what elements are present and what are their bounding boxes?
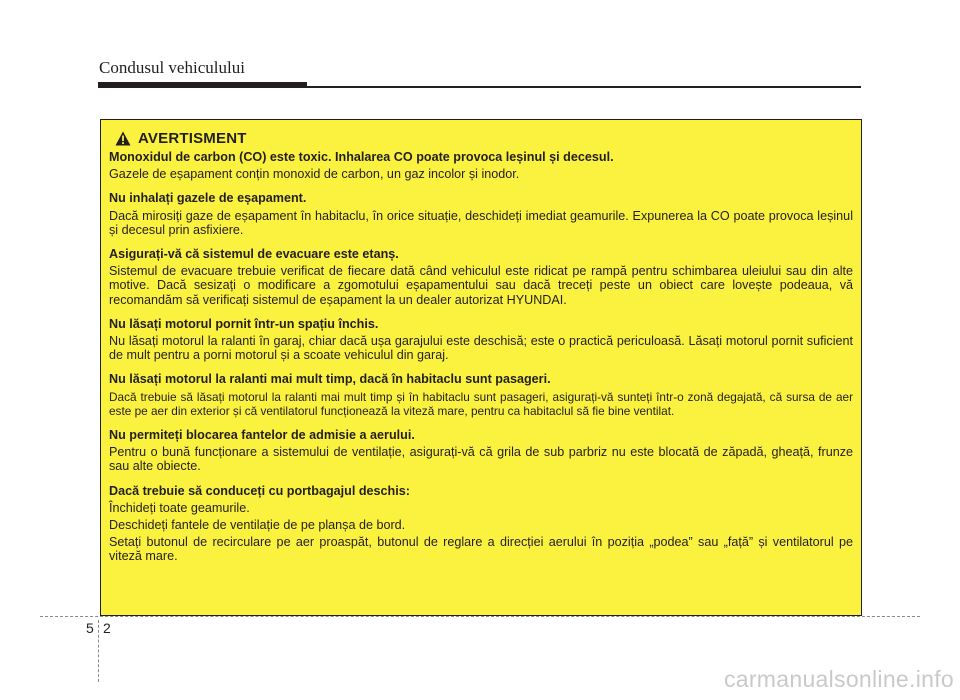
section-text: Pentru o bună funcționare a sistemului de ventilație, asigurați-vă că grila de sub parbriz nu este blocată de zăpadă, gheață, frunze sau alte obiecte. xyxy=(109,445,853,474)
section-text: Dacă mirosiți gaze de eșapament în habitaclu, în orice situație, deschideți imediat geamurile. Expunerea la CO poate provoca leșinul și decesul prin asfixiere. xyxy=(109,208,853,237)
section-text: Dacă trebuie să lăsați motorul la ralanti mai mult timp și în habitaclu sunt pasageri, asigurați-vă sunteți într-o zonă degajată, că sursa de aer este pe aer din exterior și că ventilatorul funcționează la viteză mare, pentru ca habitaclul să fie bine ventilat. xyxy=(109,389,853,418)
warning-heading-label: AVERTISMENT xyxy=(138,130,247,147)
footer-chapter-number: 5 xyxy=(86,620,94,636)
page-header-title: Condusul vehiculului xyxy=(99,58,245,77)
section-title: Nu lăsați motorul la ralanti mai mult timp, dacă în habitaclu sunt pasageri. xyxy=(109,372,551,387)
warning-intro-text: Gazele de eșapament conțin monoxid de carbon, un gaz incolor și inodor. xyxy=(109,167,520,182)
warning-heading xyxy=(115,130,853,147)
section-title: Nu inhalați gazele de eșapament. xyxy=(109,191,307,206)
section-text: Nu lăsați motorul la ralanti în garaj, chiar dacă ușa garajului este deschisă; este o practică periculoasă. Lăsați motorul pornit suficient de mult pentru a porni motorul și a scoate vehiculul din garaj. xyxy=(109,334,853,363)
warning-intro-bold: Monoxidul de carbon (CO) este toxic. Inhalarea CO poate provoca leșinul și decesul. xyxy=(109,150,614,164)
footer-page-number: 2 xyxy=(103,620,111,636)
footer-dotted-rule xyxy=(40,616,920,617)
section-text: Deschideți fantele de ventilație de pe planșa de bord. xyxy=(109,518,406,533)
warning-triangle-icon xyxy=(115,131,131,146)
warning-box xyxy=(100,119,862,616)
header-rule-thin xyxy=(98,86,861,88)
section-text: Sistemul de evacuare trebuie verificat de fiecare dată când vehiculul este ridicat pe rampă pentru schimbarea uleiului sau din alte motive. Dacă sesizați o modificare a zgomotului eșapamentului sau dacă treceți peste un obiect care lovește podeaua, vă recomandăm să verificați sistemul de eșapament la un dealer autorizat HYUNDAI. xyxy=(109,264,853,307)
section-text: Setați butonul de recirculare pe aer proaspăt, butonul de reglare a direcției aerului în poziția „podea” sau „față” și ventilatorul pe viteză mare. xyxy=(109,535,853,564)
footer-dotted-divider xyxy=(98,620,99,682)
section-text: Închideți toate geamurile. xyxy=(109,500,250,515)
section-title: Nu permiteți blocarea fantelor de admisie a aerului. xyxy=(109,428,415,443)
section-title: Asigurați-vă că sistemul de evacuare este etanș. xyxy=(109,247,399,262)
section-title: Nu lăsați motorul pornit într-un spațiu închis. xyxy=(109,316,379,331)
section-title: Dacă trebuie să conduceți cu portbagajul deschis: xyxy=(109,483,410,498)
watermark: carmanualsonline.info xyxy=(723,666,954,692)
